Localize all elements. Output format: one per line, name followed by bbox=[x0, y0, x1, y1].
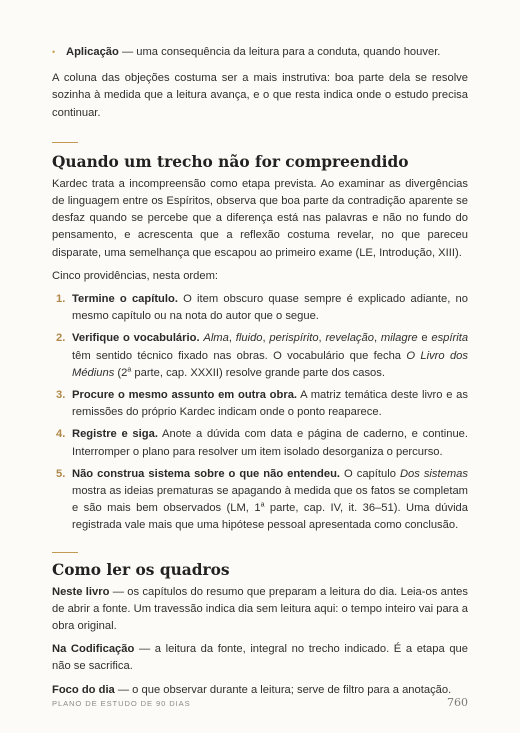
definition-text: — os capítulos do resumo que preparam a leitura do dia. Leia-os antes de abrir a fonte. Um travessão indica dia sem leitura aqui: o tempo inteiro vai para a obra original. bbox=[52, 585, 468, 633]
bullet-label: Aplicação bbox=[66, 46, 119, 58]
definition-paragraph bbox=[52, 641, 468, 675]
list-item-text: O capítulo bbox=[340, 467, 400, 480]
definition-label: Foco do dia bbox=[52, 683, 115, 696]
definition-text: — o que observar durante a leitura; serve de filtro para a anotação. bbox=[114, 683, 452, 696]
list-item: 2. Verifique o vocabulário. Alma, fluido, perispírito, revelação, milagre e espírita têm sentido técnico fixado nas obras. O vocabulário que fecha O Livro dos Médiuns (2$^a$ parte, cap. XXXII) resolve grande parte dos casos. bbox=[52, 330, 468, 382]
page-footer bbox=[52, 696, 468, 709]
list-item-text: (2 bbox=[114, 366, 128, 379]
section-divider bbox=[52, 552, 78, 553]
chapter-title: Dos sistemas bbox=[399, 467, 468, 480]
list-item bbox=[52, 291, 468, 325]
list-item-text: têm sentido técnico fixado nas obras. O vocabulário que fecha bbox=[72, 349, 407, 362]
bullet-description: — uma consequência da leitura para a conduta, quando houver. bbox=[118, 46, 441, 58]
term: Alma bbox=[203, 332, 229, 345]
list-item bbox=[52, 387, 468, 421]
list-number: 3. bbox=[56, 389, 66, 402]
definition-text: — a leitura da fonte, integral no trecho indicado. É a etapa que não se sacrifica. bbox=[52, 643, 468, 673]
list-item-text: A matriz temática deste livro e as remissões do próprio Kardec indicam onde o ponto reaparece. bbox=[72, 389, 468, 419]
section-divider bbox=[52, 142, 78, 143]
list-item-text: parte, cap. IV, it. 36–51). Uma dúvida registrada vale mais que uma hipótese pessoal apresentada como conclusão. bbox=[72, 502, 468, 532]
term: revelação bbox=[325, 332, 374, 345]
page-number: 760 bbox=[447, 696, 468, 709]
term: milagre bbox=[380, 332, 418, 345]
section1-paragraph: Kardec trata a incompreensão como etapa prevista. Ao examinar as divergências de linguagem entre os Espíritos, observa que boa parte da contradição aparente se desfaz quando se percebe que a diferença está nas palavras e não no fundo do pensamento, e acrescenta que a reflexão costuma revelar, no que pareceu disparate, uma semelhança que escapou ao primeiro exame (LE, Introdução, XIII). bbox=[52, 177, 468, 259]
steps-list bbox=[52, 291, 468, 535]
list-number: 5. bbox=[56, 467, 66, 480]
list-item bbox=[52, 466, 468, 535]
list-number: 2. bbox=[56, 332, 66, 345]
superscript: a bbox=[260, 501, 265, 509]
book-title: O Livro dos Médiuns bbox=[72, 349, 468, 379]
bullet-item-aplicacao bbox=[52, 44, 468, 61]
page-body bbox=[52, 44, 468, 705]
list-item bbox=[52, 426, 468, 460]
section-heading-quadros: Como ler os quadros bbox=[52, 560, 230, 579]
bullet-text bbox=[66, 44, 440, 61]
list-item-title: Procure o mesmo assunto em outra obra. bbox=[72, 389, 298, 402]
definition-label: Neste livro bbox=[52, 585, 110, 598]
section-heading-compreensao: Quando um trecho não for compreendido bbox=[52, 152, 409, 171]
bullet-icon: • bbox=[52, 47, 56, 57]
list-item-title: Termine o capítulo. bbox=[72, 293, 178, 306]
term: espírita bbox=[431, 332, 469, 345]
superscript: a bbox=[127, 366, 132, 374]
list-item-text: Anote a dúvida com data e página de caderno, e continue. Interromper o plano para resolver um item isolado desorganiza o percurso. bbox=[72, 428, 468, 458]
list-item-text: parte, cap. XXXII) resolve grande parte dos casos. bbox=[131, 366, 385, 379]
intro-paragraph: A coluna das objeções costuma ser a mais instrutiva: boa parte dela se resolve sozinha à medida que a leitura avança, e o que resta indica onde o estudo precisa continuar. bbox=[52, 72, 468, 119]
list-item-text: O item obscuro quase sempre é explicado adiante, no mesmo capítulo ou na nota do autor que o segue. bbox=[72, 293, 468, 323]
term: perispírito bbox=[269, 332, 319, 345]
list-item-title: Registre e siga. bbox=[72, 428, 158, 441]
list-number: 1. bbox=[56, 293, 66, 306]
list-item-title: Não construa sistema sobre o que não entendeu. bbox=[72, 467, 341, 480]
definition-paragraph bbox=[52, 584, 468, 636]
list-number: 4. bbox=[56, 428, 66, 441]
running-title: PLANO DE ESTUDO DE 90 DIAS bbox=[52, 699, 191, 708]
definition-label: Na Codificação bbox=[52, 643, 135, 656]
term: fluido bbox=[235, 332, 263, 345]
list-item-title: Verifique o vocabulário. bbox=[72, 332, 200, 345]
list-item-text: mostra as ideias prematuras se apagando à medida que os fatos se completam e são mais bem observados (LM, 1 bbox=[72, 485, 468, 515]
section1-lead: Cinco providências, nesta ordem: bbox=[52, 269, 219, 282]
